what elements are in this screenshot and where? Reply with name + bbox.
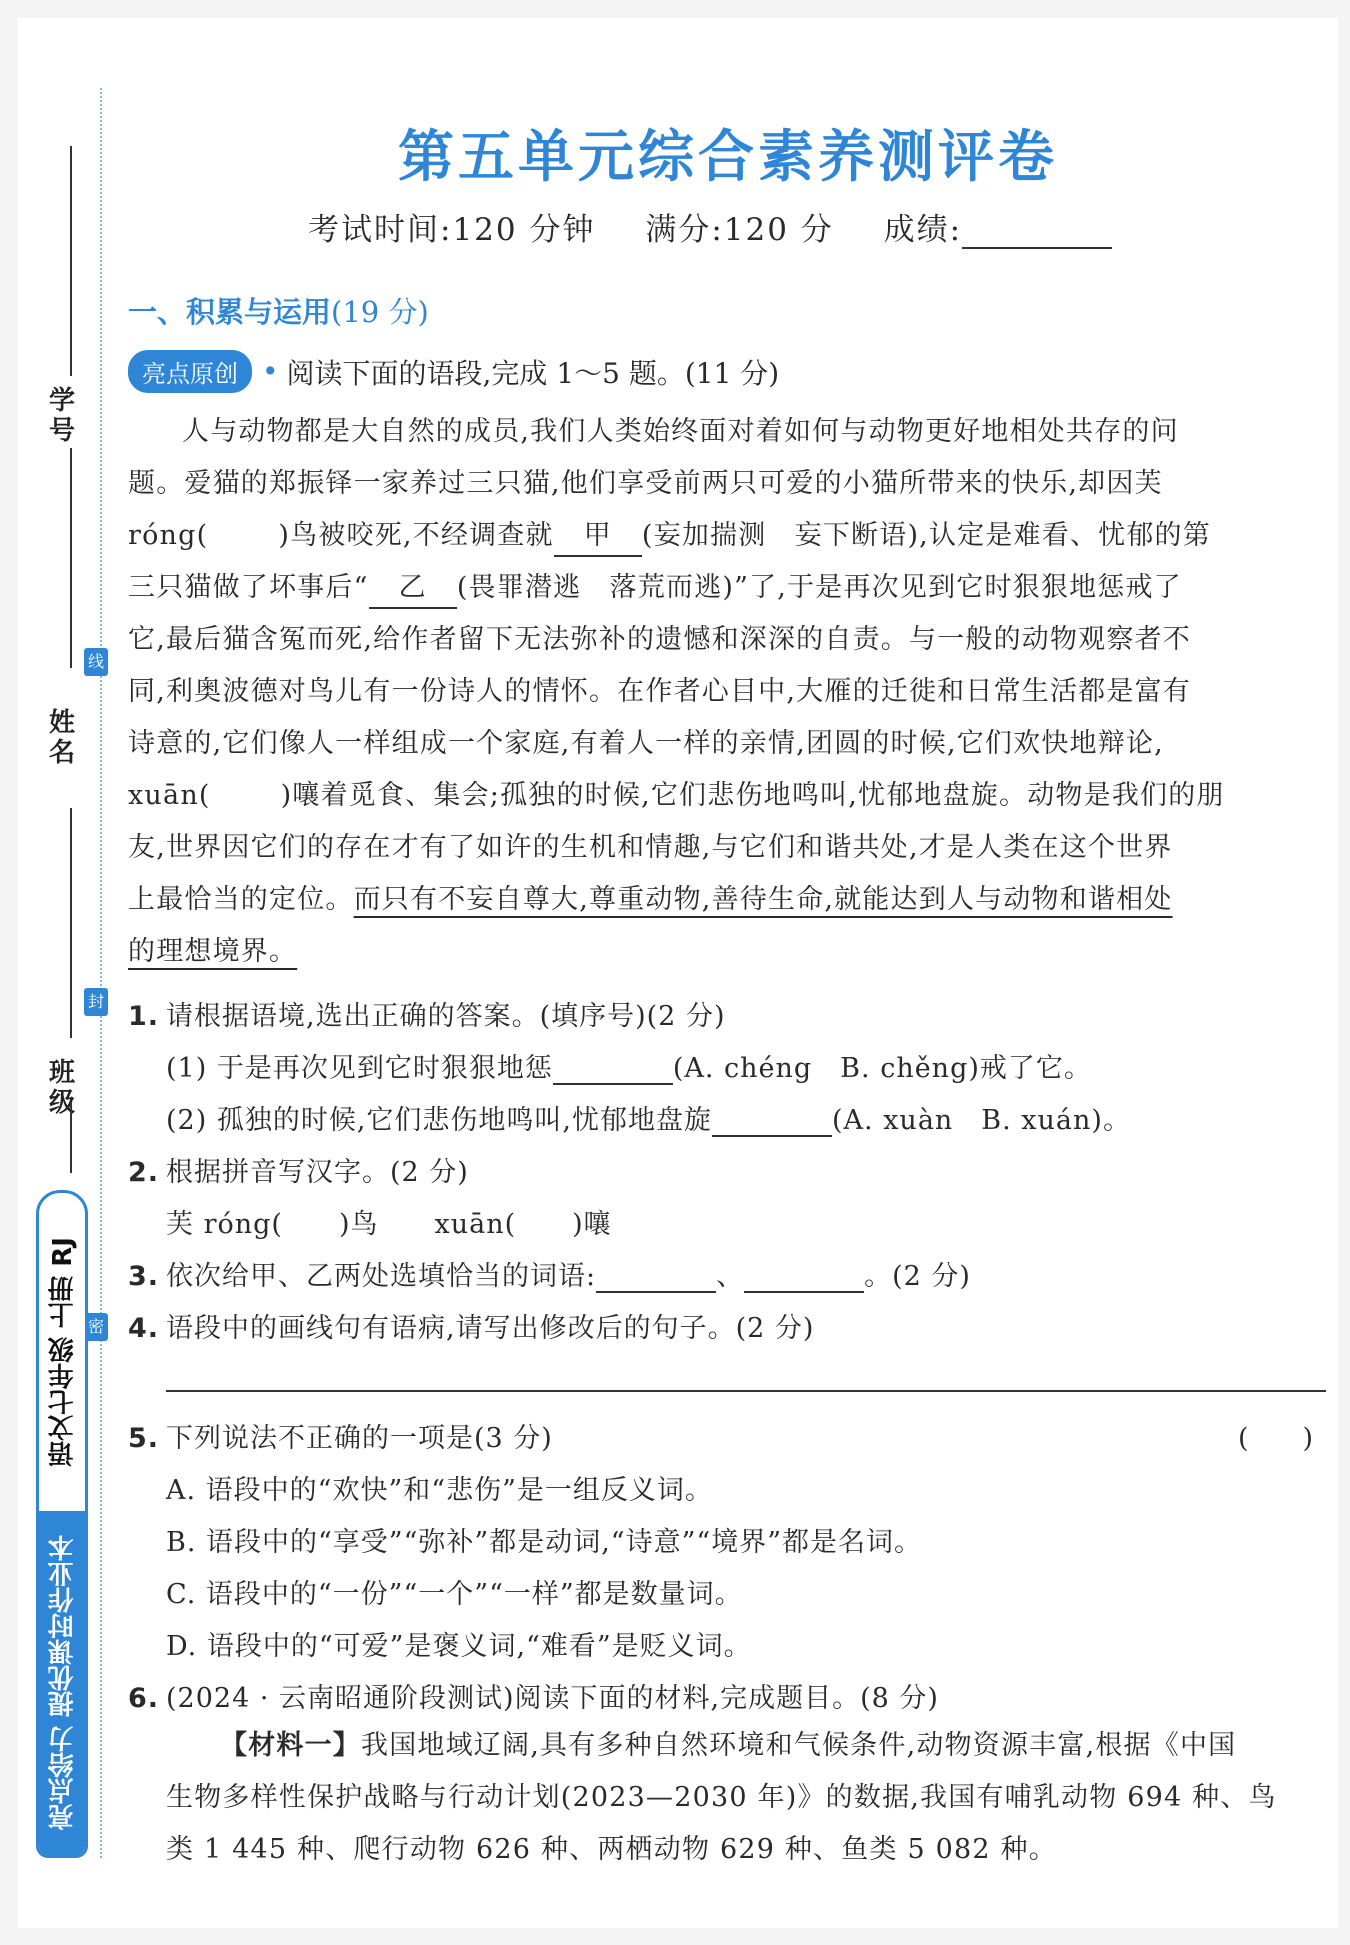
seal-mark-xian: 线 xyxy=(84,648,108,676)
exam-page xyxy=(18,18,1338,1928)
answer-blank-1-1[interactable] xyxy=(553,1057,673,1085)
answer-blank-3-yi[interactable] xyxy=(744,1265,864,1293)
exam-time: 考试时间:120 分钟 xyxy=(308,212,596,248)
id-write-line xyxy=(70,146,72,376)
option-b: B. 语段中的“享受”“弥补”都是动词,“诗意”“境界”都是名词。 xyxy=(166,1527,923,1558)
passage-line: 它,最后猫含冤而死,给作者留下无法弥补的遗憾和深深的自责。与一般的动物观察者不 xyxy=(128,624,1191,655)
seal-mark-mi: 密 xyxy=(84,1313,108,1341)
passage-line: 人与动物都是大自然的成员,我们人类始终面对着如何与动物更好地相处共存的问 xyxy=(182,416,1179,447)
question-2: 2. 根据拼音写汉字。(2 分) xyxy=(128,1157,469,1188)
question-5: 5. 下列说法不正确的一项是(3 分) xyxy=(128,1423,553,1454)
badge-dot-icon: • xyxy=(262,355,279,388)
answer-line-4[interactable] xyxy=(166,1390,1326,1392)
material-label: 【材料一】 xyxy=(220,1730,361,1761)
question-1-2: (2) 孤独的时候,它们悲伤地鸣叫,忧郁地盘旋 (A. xuàn B. xuán)。 xyxy=(166,1105,1131,1136)
passage-line: 同,利奥波德对鸟儿有一份诗人的情怀。在作者心目中,大雁的迁徙和日常生活都是富有 xyxy=(128,676,1191,707)
material-line: 【材料一】我国地域辽阔,具有多种自然环境和气候条件,动物资源丰富,根据《中国 xyxy=(220,1730,1237,1761)
binding-dotted-line xyxy=(100,88,102,1858)
question-6: 6. (2024 · 云南昭通阶段测试)阅读下面的材料,完成题目。(8 分) xyxy=(128,1683,939,1714)
option-c: C. 语段中的“一份”“一个”“一样”都是数量词。 xyxy=(166,1579,743,1610)
page-title: 第五单元综合素养测评卷 xyxy=(398,124,1058,190)
section-heading xyxy=(128,290,429,331)
option-d: D. 语段中的“可爱”是褒义词,“难看”是贬义词。 xyxy=(166,1631,752,1662)
underlined-sentence: 而只有不妄自尊大,尊重动物,善待生命,就能达到人与动物和谐相处 xyxy=(353,884,1173,915)
blank-jia[interactable]: 甲 xyxy=(554,517,642,557)
original-badge: 亮点原创 xyxy=(128,350,252,393)
section-points: (19 分) xyxy=(331,295,429,329)
score-blank[interactable] xyxy=(962,219,1112,249)
passage-line: 友,世界因它们的存在才有了如许的生机和情趣,与它们和谐共处,才是人类在这个世界 xyxy=(128,832,1173,863)
class-write-line xyxy=(70,1103,72,1173)
reading-passage xyxy=(128,406,1328,978)
passage-line xyxy=(128,926,1328,978)
reading-intro xyxy=(128,350,779,393)
material-line: 生物多样性保护战略与行动计划(2023—2030 年)》的数据,我国有哺乳动物 694 种、鸟 xyxy=(166,1782,1277,1813)
option-a: A. 语段中的“欢快”和“悲伤”是一组反义词。 xyxy=(166,1475,713,1506)
answer-paren-5[interactable]: ( ) xyxy=(1238,1423,1314,1454)
answer-blank-1-2[interactable] xyxy=(712,1109,832,1137)
passage-line: 诗意的,它们像人一样组成一个家庭,有着人一样的亲情,团圆的时候,它们欢快地辩论, xyxy=(128,728,1164,759)
class-label: 班级 xyxy=(48,1058,75,1118)
question-1-1: (1) 于是再次见到它时狠狠地惩 (A. chéng B. chěng)戒了它。 xyxy=(166,1053,1092,1084)
answer-blank-3-jia[interactable] xyxy=(596,1265,716,1293)
blank-yi[interactable]: 乙 xyxy=(369,569,457,609)
name-write-line-top xyxy=(70,448,72,668)
spine-tab xyxy=(36,1190,88,1858)
passage-line: 题。爱猫的郑振铎一家养过三只猫,他们享受前两只可爱的小猫所带来的快乐,却因芙 xyxy=(128,468,1163,499)
full-score: 满分:120 分 xyxy=(645,212,834,248)
student-id-label: 学号 xyxy=(48,386,75,446)
material-line: 类 1 445 种、爬行动物 626 种、两栖动物 629 种、鱼类 5 082 种。 xyxy=(166,1834,1057,1865)
exam-info xyxy=(308,204,1150,249)
intro-text: 阅读下面的语段,完成 1～5 题。(11 分) xyxy=(286,356,780,390)
name-write-line xyxy=(70,808,72,1038)
score-label: 成绩: xyxy=(883,212,963,248)
question-3: 3. 依次给甲、乙两处选填恰当的词语: 、 。(2 分) xyxy=(128,1261,971,1292)
spine-brand-text: 亮点给力 提优课时作业本 xyxy=(47,1535,78,1831)
passage-line: róng( )鸟被咬死,不经调查就 甲 (妄加揣测 妄下断语),认定是难看、忧郁的第 xyxy=(128,510,1328,562)
student-name-label: 姓名 xyxy=(48,708,75,768)
question-4: 4. 语段中的画线句有语病,请写出修改后的句子。(2 分) xyxy=(128,1313,815,1344)
material-one xyxy=(166,1720,1326,1876)
section-title: 一、积累与运用 xyxy=(128,295,332,329)
question-2-blanks[interactable]: 芙 róng( )鸟 xuān( )嚷 xyxy=(166,1209,612,1240)
passage-line: 三只猫做了坏事后“ 乙 (畏罪潜逃 落荒而逃)”了,于是再次见到它时狠狠地惩戒了 xyxy=(128,562,1328,614)
underlined-sentence-end: 的理想境界。 xyxy=(128,936,298,967)
spine-grade-text: 语文七年级 上册 RJ xyxy=(47,1237,78,1467)
passage-line: 上最恰当的定位。而只有不妄自尊大,尊重动物,善待生命,就能达到人与动物和谐相处 xyxy=(128,884,1173,915)
passage-line: xuān( )嚷着觅食、集会;孤独的时候,它们悲伤地鸣叫,忧郁地盘旋。动物是我们的朋 xyxy=(128,780,1225,811)
seal-mark-feng: 封 xyxy=(84,988,108,1016)
question-1: 1. 请根据语境,选出正确的答案。(填序号)(2 分) xyxy=(128,1001,726,1032)
